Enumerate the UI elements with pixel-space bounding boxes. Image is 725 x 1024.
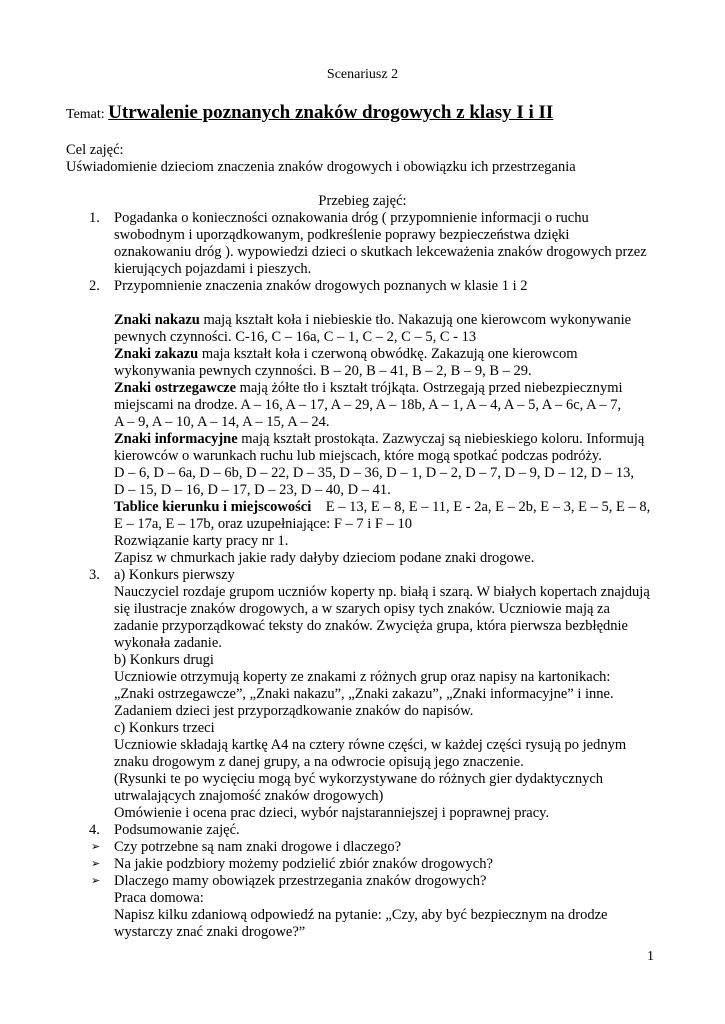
- signs-info-text: mają kształt prostokąta. Zazwyczaj są niebieskiego koloru. Informują: [237, 431, 645, 447]
- signs-tablice-codes: E – 17a, E – 17b, oraz uzupełniające: F – 7 i F – 10: [114, 516, 412, 532]
- spacer: [114, 295, 666, 312]
- item-number: 4.: [89, 822, 100, 838]
- topic-label: Temat:: [66, 107, 109, 122]
- item-text-line: utrwalających znajomość znaków drogowych): [114, 788, 384, 804]
- signs-nakazu-line: [114, 312, 666, 329]
- list-item-4: [66, 822, 666, 839]
- item-text-line: oznakowaniu dróg ). wypowiedzi dzieci o skutkach lekceważenia znaków drogowych przez: [114, 244, 647, 260]
- homework-label: Praca domowa:: [114, 890, 204, 906]
- topic-title: Utrwalenie poznanych znaków drogowych z klasy I i II: [108, 102, 554, 123]
- signs-tablice-line: [114, 499, 666, 516]
- signs-zakazu-codes: wykonywania pewnych czynności. B – 20, B – 41, B – 2, B – 9, B – 29.: [114, 363, 532, 379]
- item-text-line: Podsumowanie zajęć.: [114, 822, 240, 838]
- item-text-line: swobodnym i uporządkowanym, podkreślenie poprawy bezpieczeństwa dzięki: [114, 227, 570, 243]
- arrow-bullet-icon: ➢: [91, 841, 101, 853]
- item-intro: Przypomnienie znaczenia znaków drogowych poznanych w klasie 1 i 2: [114, 278, 528, 294]
- goal-section: [66, 142, 666, 176]
- goal-text: Uświadomienie dzieciom znaczenia znaków drogowych i obowiązku ich przestrzegania: [66, 159, 576, 175]
- homework-text: wystarczy znać znaki drogowe?”: [114, 924, 306, 940]
- item-text-line: Uczniowie otrzymują koperty ze znakami z różnych grup oraz napisy na kartonikach:: [114, 669, 611, 685]
- signs-nakazu-codes: pewnych czynności. C-16, C – 16a, C – 1, C – 2, C – 5, C - 13: [114, 329, 477, 345]
- item-text-line: zadanie przyporządkować teksty do znaków. Zwycięża grupa, która pierwsza bezbłędnie: [114, 618, 628, 634]
- signs-nakazu-heading: Znaki nakazu: [114, 312, 200, 328]
- item-text-line: kierujących pojazdami i pieszych.: [114, 261, 312, 277]
- item-text-line: się ilustracje znaków drogowych, a w szarych opisy tych znaków. Uczniowie mają za: [114, 601, 610, 617]
- item-text-line: (Rysunki te po wycięciu mogą być wykorzystywane do różnych gier dydaktycznych: [114, 771, 604, 787]
- signs-info-codes: D – 6, D – 6a, D – 6b, D – 22, D – 35, D – 36, D – 1, D – 2, D – 7, D – 9, D – 12, D – 13,: [114, 465, 634, 481]
- item-text-line: Uczniowie składają kartkę A4 na cztery równe części, w każdej części rysują po jednym: [114, 737, 627, 753]
- course-list: [66, 210, 666, 941]
- signs-ostrz-text: mają żółte tło i kształt trójkąta. Ostrzegają przed niebezpiecznymi: [236, 380, 623, 396]
- list-item-3: [66, 567, 666, 822]
- arrow-bullet-icon: ➢: [91, 858, 101, 870]
- signs-tablice-heading: Tablice kierunku i miejscowości: [114, 499, 312, 515]
- course-title: Przebieg zajęć:: [318, 193, 407, 209]
- goal-label: Cel zajęć:: [66, 142, 124, 158]
- scenario-title: Scenariusz 2: [326, 67, 399, 82]
- item-text-line: c) Konkurs trzeci: [114, 720, 215, 736]
- item-text-line: a) Konkurs pierwszy: [114, 567, 235, 583]
- signs-ostrz-codes: A – 9, A – 10, A – 14, A – 15, A – 24.: [114, 414, 330, 430]
- signs-ostrz-heading: Znaki ostrzegawcze: [114, 380, 237, 396]
- item-text-line: Nauczyciel rozdaje grupom uczniów koperty np. białą i szarą. W białych kopertach znajdują: [114, 584, 650, 600]
- signs-info-text: kierowców o warunkach ruchu lub miejscach, które mogą spotkać podczas podróży.: [114, 448, 602, 464]
- item-number: 3.: [89, 567, 100, 583]
- item-text-line: Zadaniem dzieci jest przyporządkowanie znaków do napisów.: [114, 703, 474, 719]
- bullet-item: [66, 873, 666, 890]
- bullet-text: Dlaczego mamy obowiązek przestrzegania znaków drogowych?: [114, 873, 487, 889]
- item-text-line: Omówienie i ocena prac dzieci, wybór najstaranniejszej i poprawnej pracy.: [114, 805, 550, 821]
- topic-line: [66, 104, 553, 123]
- signs-tablice-codes: E – 13, E – 8, E – 11, E - 2a, E – 2b, E – 3, E – 5, E – 8,: [311, 499, 651, 515]
- signs-zakazu-line: [114, 346, 666, 363]
- item-text-line: b) Konkurs drugi: [114, 652, 214, 668]
- bullet-item: [66, 839, 666, 856]
- signs-zakazu-text: maja kształt koła i czerwoną obwódkę. Zakazują one kierowcom: [198, 346, 578, 362]
- item-number: 2.: [89, 278, 100, 294]
- signs-ostrz-codes: miejscami na drodze. A – 16, A – 17, A – 29, A – 18b, A – 1, A – 4, A – 5, A – 6c, A – 7,: [114, 397, 622, 413]
- item-text-line: znaku drogowym z danej grupy, a na odwrocie opisują jego znaczenie.: [114, 754, 524, 770]
- bullet-item: [66, 856, 666, 873]
- item-text-line: Pogadanka o konieczności oznakowania dróg ( przypomnienie informacji o ruchu: [114, 210, 589, 226]
- signs-info-heading: Znaki informacyjne: [114, 431, 238, 447]
- arrow-bullet-icon: ➢: [91, 875, 101, 887]
- signs-ostrz-line: [114, 380, 666, 397]
- clouds-line: Zapisz w chmurkach jakie rady dałyby dzieciom podane znaki drogowe.: [114, 550, 535, 566]
- worksheet-line: Rozwiązanie karty pracy nr 1.: [114, 533, 289, 549]
- signs-info-codes: D – 15, D – 16, D – 17, D – 23, D – 40, D – 41.: [114, 482, 391, 498]
- list-item-1: [66, 210, 666, 278]
- signs-zakazu-heading: Znaki zakazu: [114, 346, 199, 362]
- signs-info-line: [114, 431, 666, 448]
- item-number: 1.: [89, 210, 100, 226]
- list-item-2: [66, 278, 666, 567]
- item-text-line: wykonała zadanie.: [114, 635, 222, 651]
- page-number: 1: [647, 949, 654, 964]
- bullet-text: Na jakie podzbiory możemy podzielić zbiór znaków drogowych?: [114, 856, 493, 872]
- signs-nakazu-text: mają kształt koła i niebieskie tło. Nakazują one kierowcom wykonywanie: [199, 312, 632, 328]
- item-text-line: „Znaki ostrzegawcze”, „Znaki nakazu”, „Znaki zakazu”, „Znaki informacyjne” i inne.: [114, 686, 614, 702]
- bullet-text: Czy potrzebne są nam znaki drogowe i dlaczego?: [114, 839, 402, 855]
- homework-text: Napisz kilku zdaniową odpowiedź na pytanie: „Czy, aby być bezpiecznym na drodze: [114, 907, 608, 923]
- homework-section: [66, 890, 666, 941]
